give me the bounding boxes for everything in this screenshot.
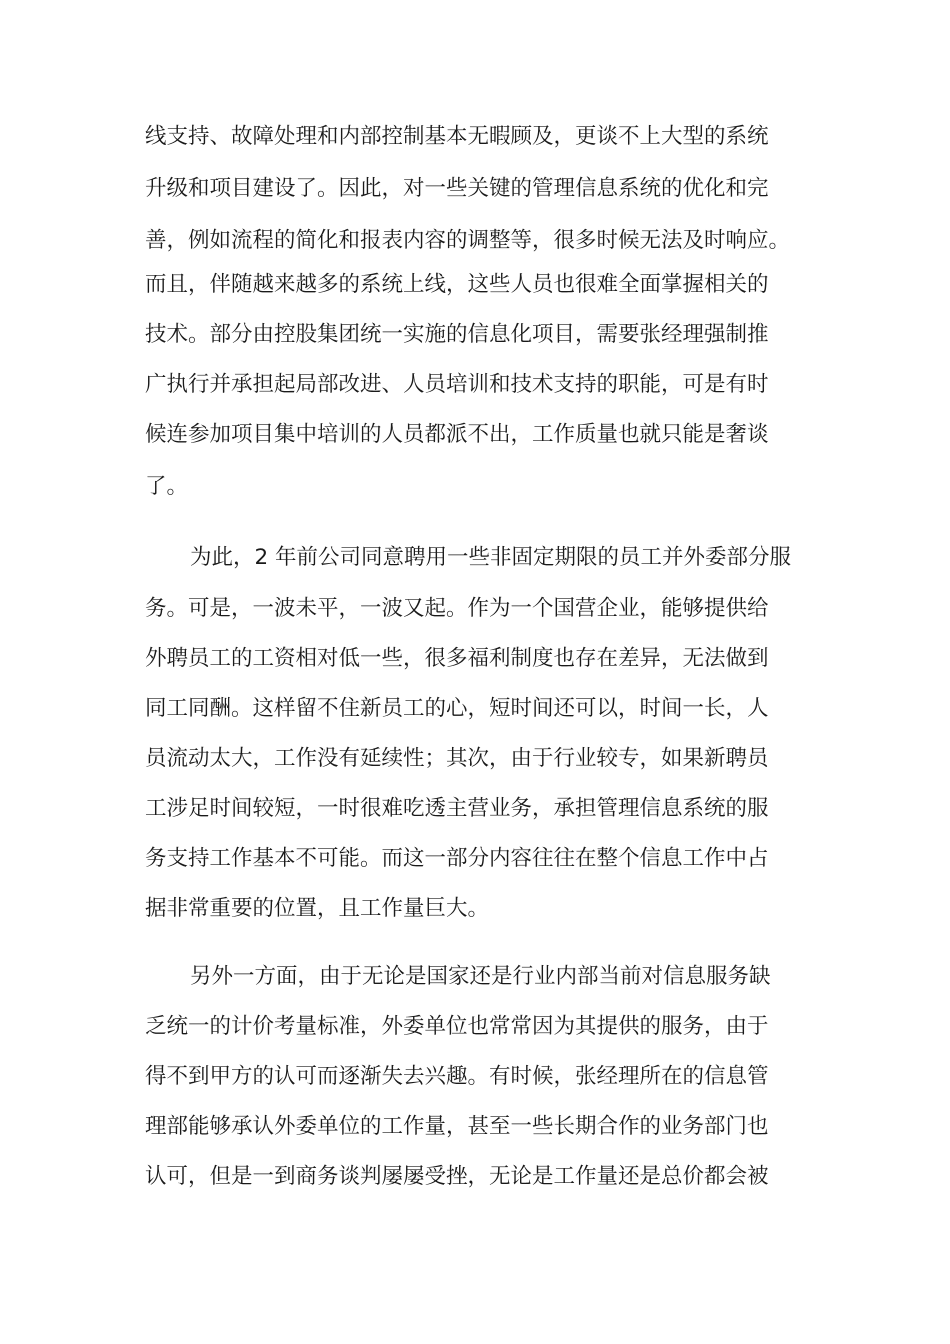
paragraph-1-line-5: 技术。部分由控股集团统一实施的信息化项目，需要张经理强制推: [145, 322, 769, 347]
paragraph-3-line-4: 理部能够承认外委单位的工作量，甚至一些长期合作的业务部门也: [145, 1114, 769, 1139]
paragraph-2-line-2: 务。可是，一波未平，一波又起。作为一个国营企业，能够提供给: [145, 596, 769, 621]
paragraph-3-line-5: 认可，但是一到商务谈判屡屡受挫，无论是工作量还是总价都会被: [145, 1164, 769, 1189]
paragraph-3-line-3: 得不到甲方的认可而逐渐失去兴趣。有时候，张经理所在的信息管: [145, 1064, 769, 1089]
paragraph-2-line-3: 外聘员工的工资相对低一些，很多福利制度也存在差异，无法做到: [145, 646, 769, 671]
paragraph-1-line-4: 而且，伴随越来越多的系统上线，这些人员也很难全面掌握相关的: [145, 272, 769, 297]
paragraph-3-line-1: 另外一方面，由于无论是国家还是行业内部当前对信息服务缺: [190, 964, 771, 989]
paragraph-2-line-6: 工涉足时间较短，一时很难吃透主营业务，承担管理信息系统的服: [145, 796, 769, 821]
paragraph-3-line-2: 乏统一的计价考量标准，外委单位也常常因为其提供的服务，由于: [145, 1014, 769, 1039]
paragraph-1-line-7: 候连参加项目集中培训的人员都派不出，工作质量也就只能是奢谈: [145, 422, 769, 447]
paragraph-1-line-2: 升级和项目建设了。因此，对一些关键的管理信息系统的优化和完: [145, 176, 769, 201]
paragraph-2-line-5: 员流动太大，工作没有延续性；其次，由于行业较专，如果新聘员: [145, 746, 769, 771]
paragraph-1-line-6: 广执行并承担起局部改进、人员培训和技术支持的职能，可是有时: [145, 372, 769, 397]
paragraph-2-line-1: 为此，2 年前公司同意聘用一些非固定期限的员工并外委部分服: [190, 545, 792, 570]
paragraph-2-line-7: 务支持工作基本不可能。而这一部分内容往往在整个信息工作中占: [145, 846, 769, 871]
paragraph-2-line-8: 据非常重要的位置，且工作量巨大。: [145, 896, 490, 921]
paragraph-1-line-8: 了。: [145, 474, 189, 499]
paragraph-1-line-3: 善，例如流程的简化和报表内容的调整等，很多时候无法及时响应。: [145, 228, 791, 253]
paragraph-2-line-4: 同工同酬。这样留不住新员工的心，短时间还可以，时间一长，人: [145, 696, 769, 721]
paragraph-1-line-1: 线支持、故障处理和内部控制基本无暇顾及，更谈不上大型的系统: [145, 124, 769, 149]
